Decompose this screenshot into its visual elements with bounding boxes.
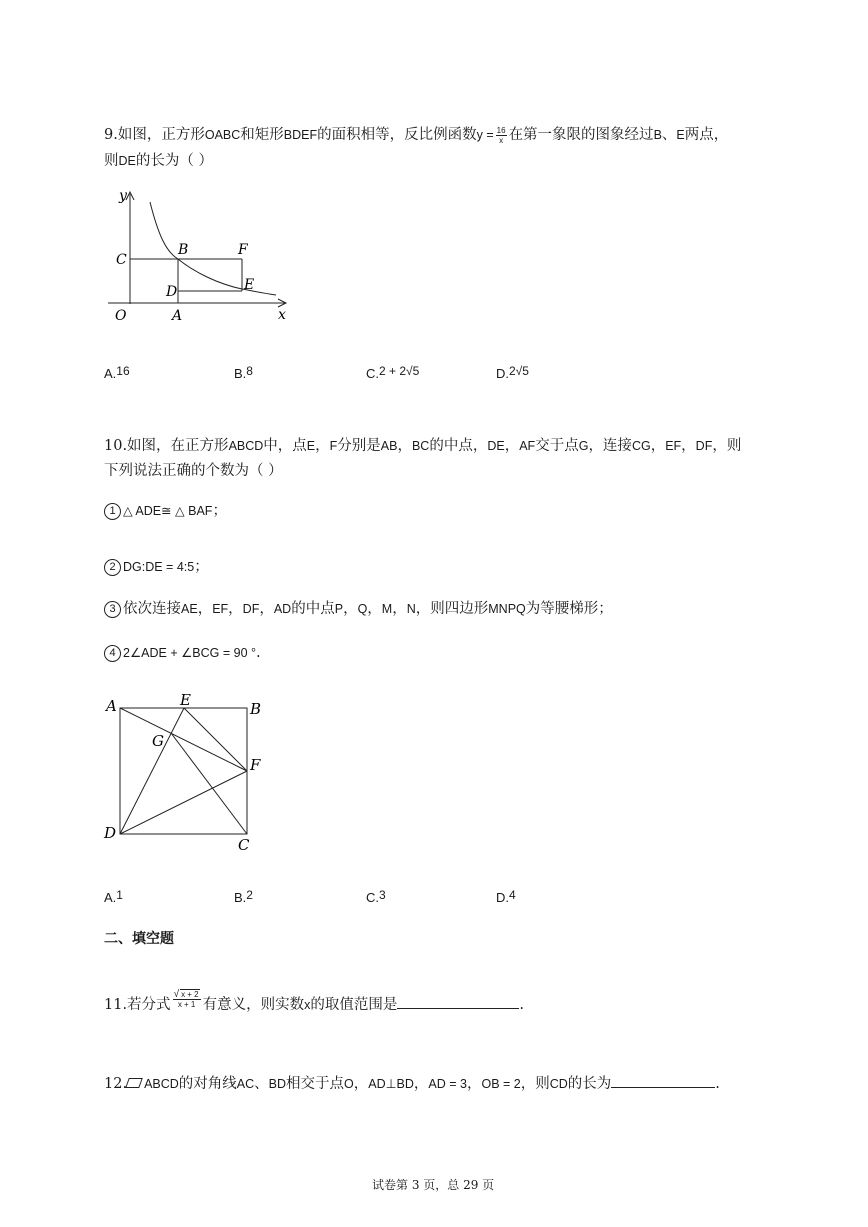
segment-ef (184, 708, 247, 771)
label-B: B (250, 700, 262, 718)
parallelogram-icon (125, 1078, 143, 1088)
q10-option-d[interactable]: D.$^4$ (496, 888, 516, 905)
q10-option-a[interactable]: A.$^1$ (104, 888, 123, 905)
segment-af (120, 708, 247, 771)
q10-line1: 10.如图，在正方形ABCD中，点E，F分别是AB，BC的中点，DE，AF交于点G，连接CG，EF，DF，则 (104, 438, 742, 454)
q12-answer-blank[interactable] (611, 1073, 715, 1088)
label-B: B (178, 242, 189, 258)
q11-answer-blank[interactable] (397, 994, 519, 1009)
q9-line2: 则DE的长为（ ） (104, 153, 213, 169)
q10-option-c[interactable]: C.$^3$ (366, 888, 386, 905)
label-C: C (238, 836, 250, 854)
label-A: A (106, 697, 117, 715)
q11-line: 11.若分式 $\frac{√ x + 2}{x + 1}$ 有意义，则实数x的取值范围是 . (104, 989, 524, 1013)
q10-figure (100, 688, 270, 856)
page-footer: 试卷第 3 页，总 29 页 (372, 1178, 495, 1192)
q10-statement-1: 1 △ ADE≅ △ BAF； (104, 500, 227, 522)
q9-option-c[interactable]: C.$^{2 + 2√5}$ (366, 364, 420, 381)
q9-option-a[interactable]: A.$^{16}$ (104, 364, 130, 381)
square-abcd (120, 708, 247, 834)
q9-figure (108, 186, 298, 326)
label-O: O (115, 308, 127, 324)
q10-line2: 下列说法正确的个数为（ ） (104, 463, 283, 479)
q12-line: 12. ABCD的对角线AC、BD相交于点O，AD⊥BD，AD = 3，OB = 2，则CD的长为 . (104, 1073, 720, 1095)
q10-option-b[interactable]: B.$^2$ (234, 888, 253, 905)
hyperbola-curve (150, 202, 276, 295)
label-y: y (119, 188, 127, 204)
q9-fraction: $\frac{16}{x}$ (496, 125, 506, 145)
segment-cg (171, 733, 247, 834)
label-E: E (244, 277, 255, 293)
q9-option-b[interactable]: B.$^8$ (234, 364, 253, 381)
label-x: x (278, 307, 286, 323)
q10-statement-4: 4 2∠ADE + ∠BCG = 90 °. (104, 642, 261, 664)
q11-fraction: $\frac{√ x + 2}{x + 1}$ (173, 989, 199, 1009)
label-F: F (250, 756, 261, 774)
q9-line1: 9.如图，正方形OABC和矩形BDEF的面积相等，反比例函数y = $\frac{16}{x}$ 在第一象限的图象经过B、E两点， (104, 125, 729, 145)
label-D: D (166, 284, 178, 300)
q9-option-d[interactable]: D.$^{2√5}$ (496, 364, 529, 381)
q10-statement-2: 2 DG:DE = 4:5； (104, 556, 209, 578)
section-heading: 二、填空题 (104, 931, 174, 947)
segment-df (120, 771, 247, 834)
label-G: G (152, 732, 164, 750)
label-A: A (172, 308, 183, 324)
label-C: C (116, 252, 127, 268)
segment-de (120, 708, 184, 834)
label-D: D (104, 824, 117, 842)
label-E: E (180, 691, 191, 709)
q10-statement-3: 3 依次连接AE，EF，DF，AD的中点P，Q，M，N，则四边形MNPQ为等腰梯形； (104, 598, 613, 620)
label-F: F (238, 242, 248, 258)
